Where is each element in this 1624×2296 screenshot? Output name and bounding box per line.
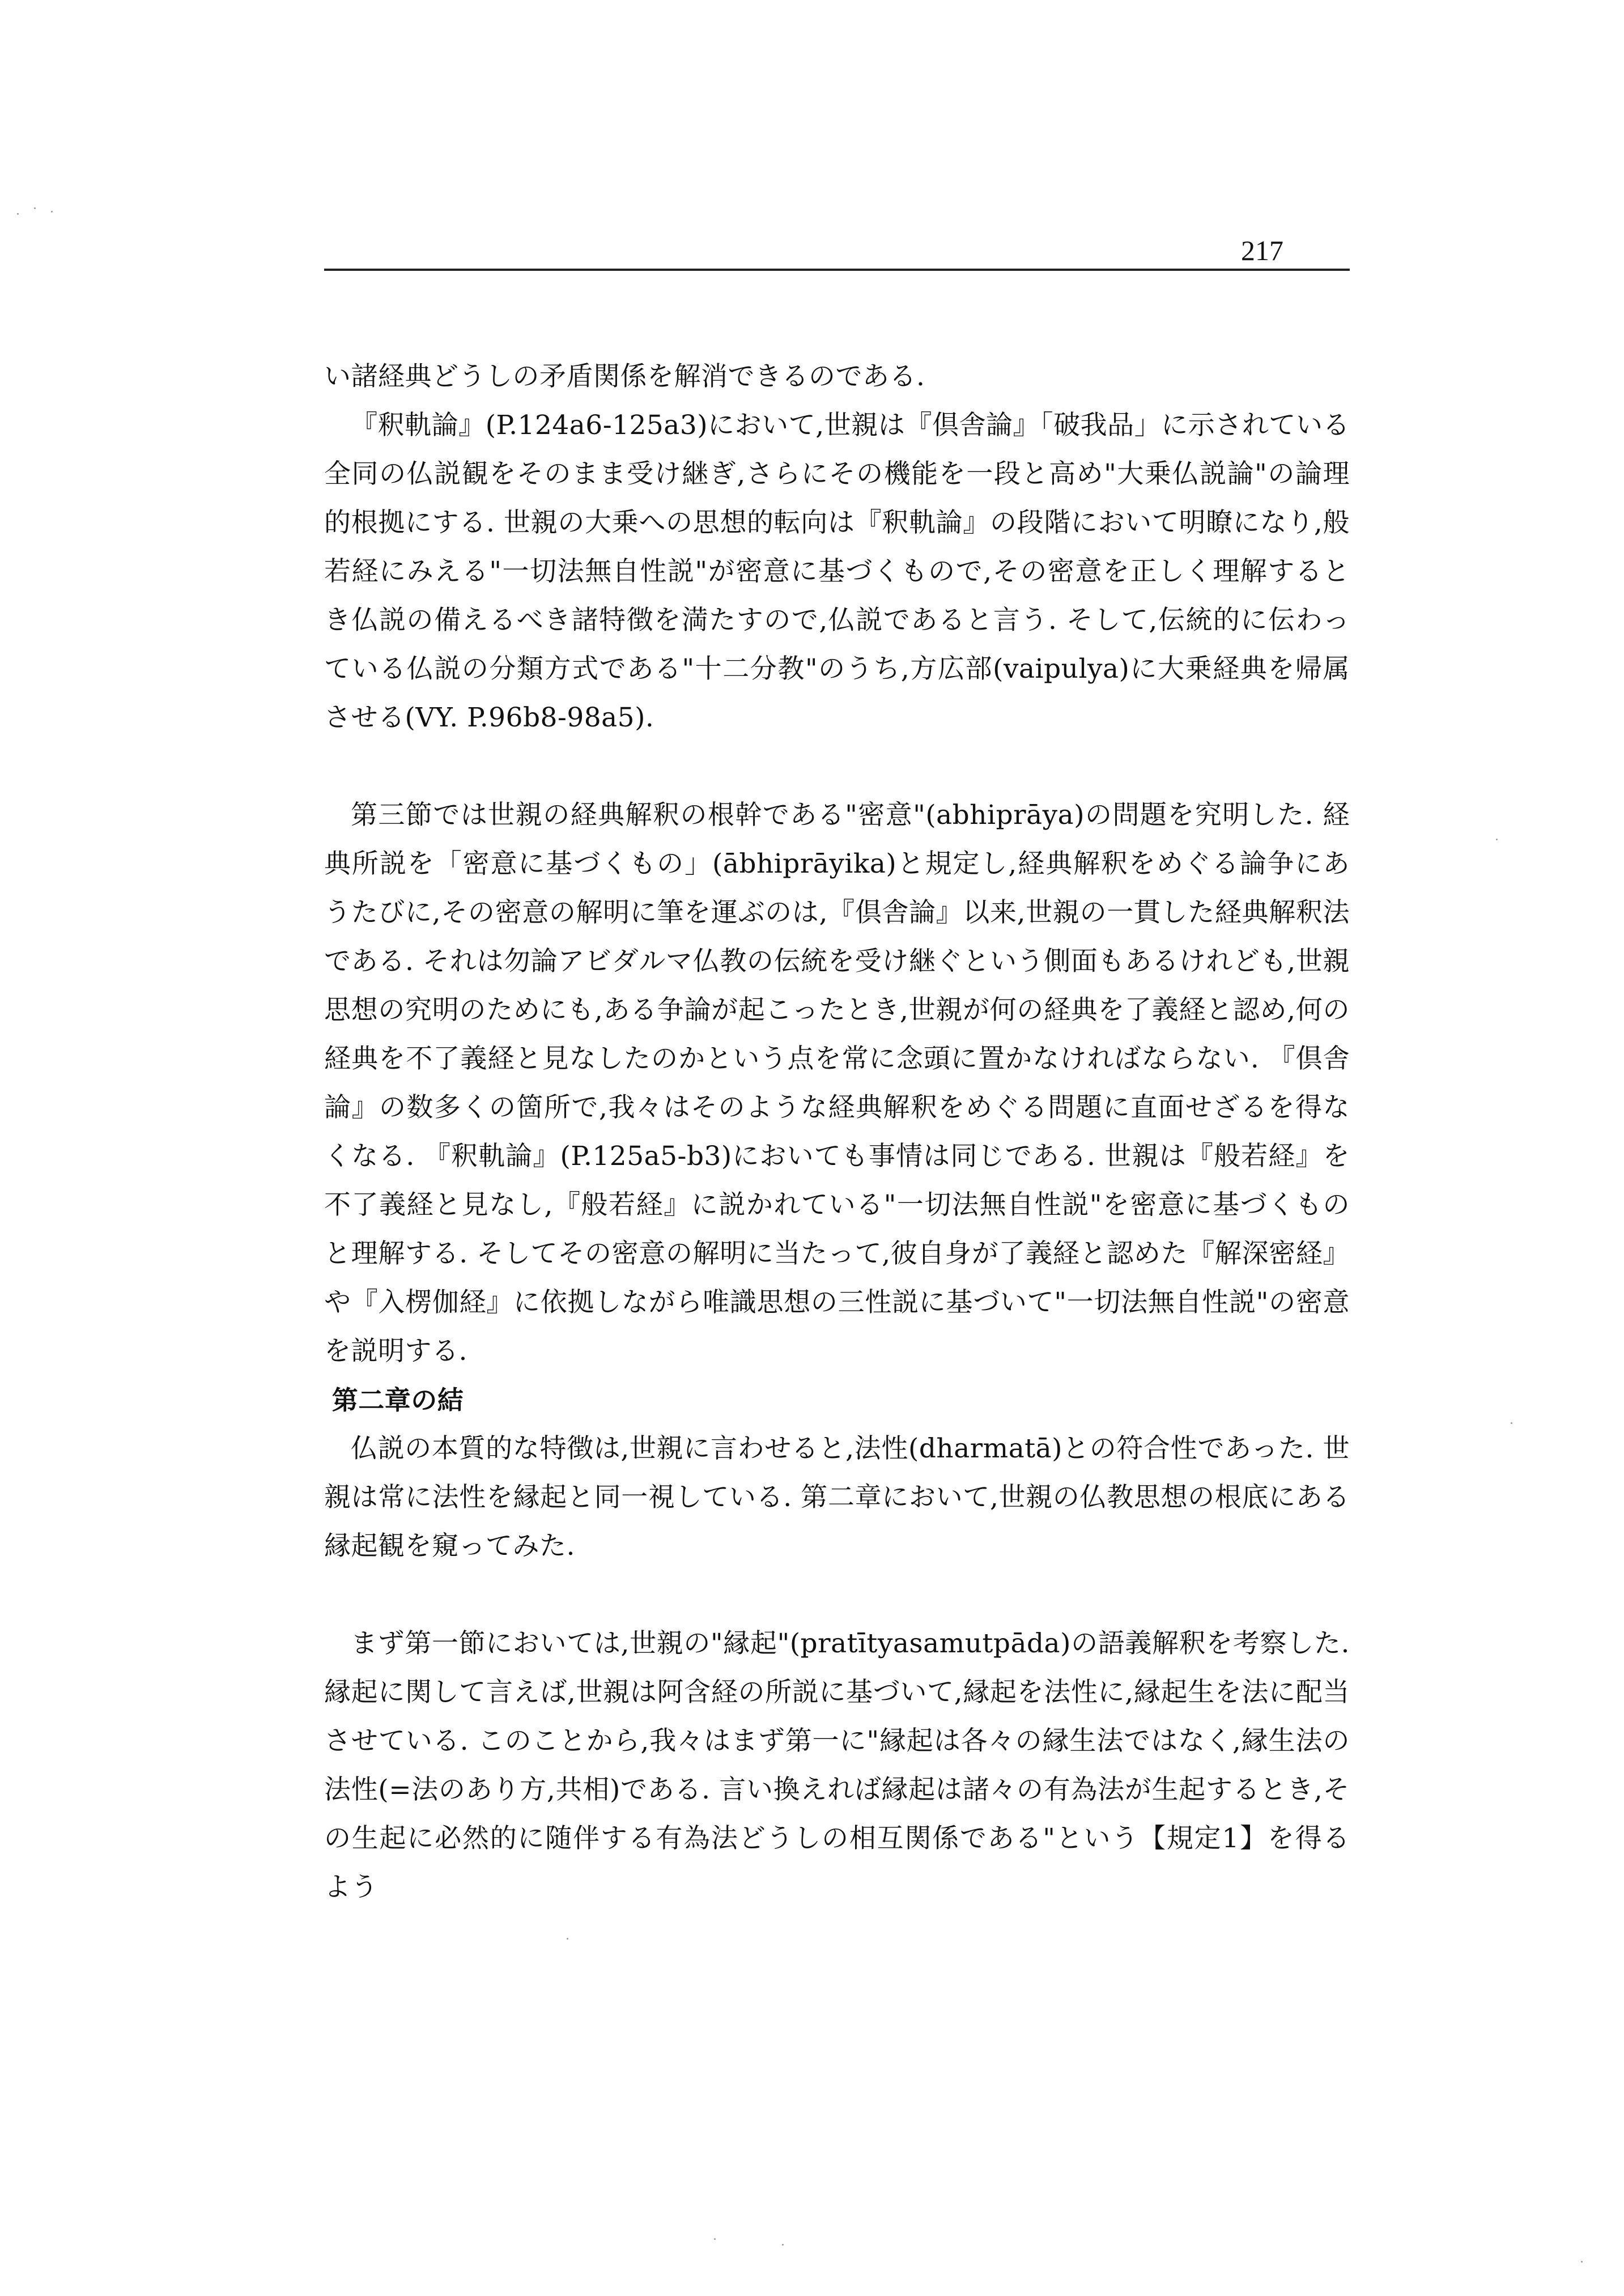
paragraph-shakiron: 『釈軌論』(P.124a6-125a3)において,世親は『倶舎論』「破我品」に示されている全同の仏説観をそのまま受け継ぎ,さらにその機能を一段と高め"大乗仏説論"の論理的根拠にする. 世親の大乗への思想的転向は『釈軌論』の段階において明瞭になり,般若経にみえる"一切法無自性説"が密意に基づくもので,その密意を正しく理解するとき仏説の備えるべき諸特徴を満たすので,仏説であると言う. そして,伝統的に伝わっている仏説の分類方式である"十二分教"のうち,方広部(vaipulya)に大乗経典を帰属させる(VY. P.96b8-98a5). [324, 410, 1350, 733]
paragraph-continuation: い諸経典どうしの矛盾関係を解消できるのである. [324, 361, 925, 392]
header-rule [324, 269, 1350, 271]
scan-speck [51, 211, 53, 212]
scan-speck [567, 1938, 568, 1940]
paragraph-dharmata: 仏説の本質的な特徴は,世親に言わせると,法性(dharmatā)との符合性であった. 世親は常に法性を縁起と同一視している. 第二章において,世親の仏教思想の根底にある縁起観を窺ってみた. [324, 1433, 1350, 1562]
scan-speck [1496, 839, 1498, 840]
scan-speck [17, 213, 19, 215]
paragraph-section-three: 第三節では世親の経典解釈の根幹である"密意"(abhiprāya)の問題を究明した. 経典所説を「密意に基づくもの」(ābhiprāyika)と規定し,経典解釈をめぐる論争にあうたびに,その密意の解明に筆を運ぶのは,『倶舎論』以来,世親の一貫した経典解釈法である. それは勿論アビダルマ仏教の伝統を受け継ぐという側面もあるけれども,世親思想の究明のためにも,ある争論が起こったとき,世親が何の経典を了義経と認め,何の経典を不了義経と見なしたのかという点を常に念頭に置かなければならない. 『倶舎論』の数多くの箇所で,我々はそのような経典解釈をめぐる問題に直面せざるを得なくなる. 『釈軌論』(P.125a5-b3)においても事情は同じである. 世親は『般若経』を不了義経と見なし,『般若経』に説かれている"一切法無自性説"を密意に基づくものと理解する. そしてその密意の解明に当たって,彼自身が了義経と認めた『解深密経』や『入楞伽経』に依拠しながら唯識思想の三性説に基づいて"一切法無自性説"の密意を説明する. [324, 800, 1350, 1367]
scan-speck [1511, 1422, 1512, 1424]
scan-speck [714, 2238, 716, 2240]
scan-speck [782, 2244, 784, 2246]
paragraph-section-one: まず第一節においては,世親の"縁起"(pratītyasamutpāda)の語義解釈を考察した. 縁起に関して言えば,世親は阿含経の所説に基づいて,縁起を法性に,縁起生を法に配当させている. このことから,我々はまず第一に"縁起は各々の縁生法ではなく,縁生法の法性(=法のあり方,共相)である. 言い換えれば縁起は諸々の有為法が生起するとき,その生起に必然的に随伴する有為法どうしの相互関係である"という【規定1】を得るよう [324, 1628, 1350, 1903]
scan-speck [1581, 2261, 1583, 2263]
page-number: 217 [1241, 235, 1283, 266]
scan-speck [34, 207, 36, 209]
body-text [324, 352, 1350, 1912]
chapter-two-conclusion-heading: 第二章の結 [331, 1385, 464, 1415]
